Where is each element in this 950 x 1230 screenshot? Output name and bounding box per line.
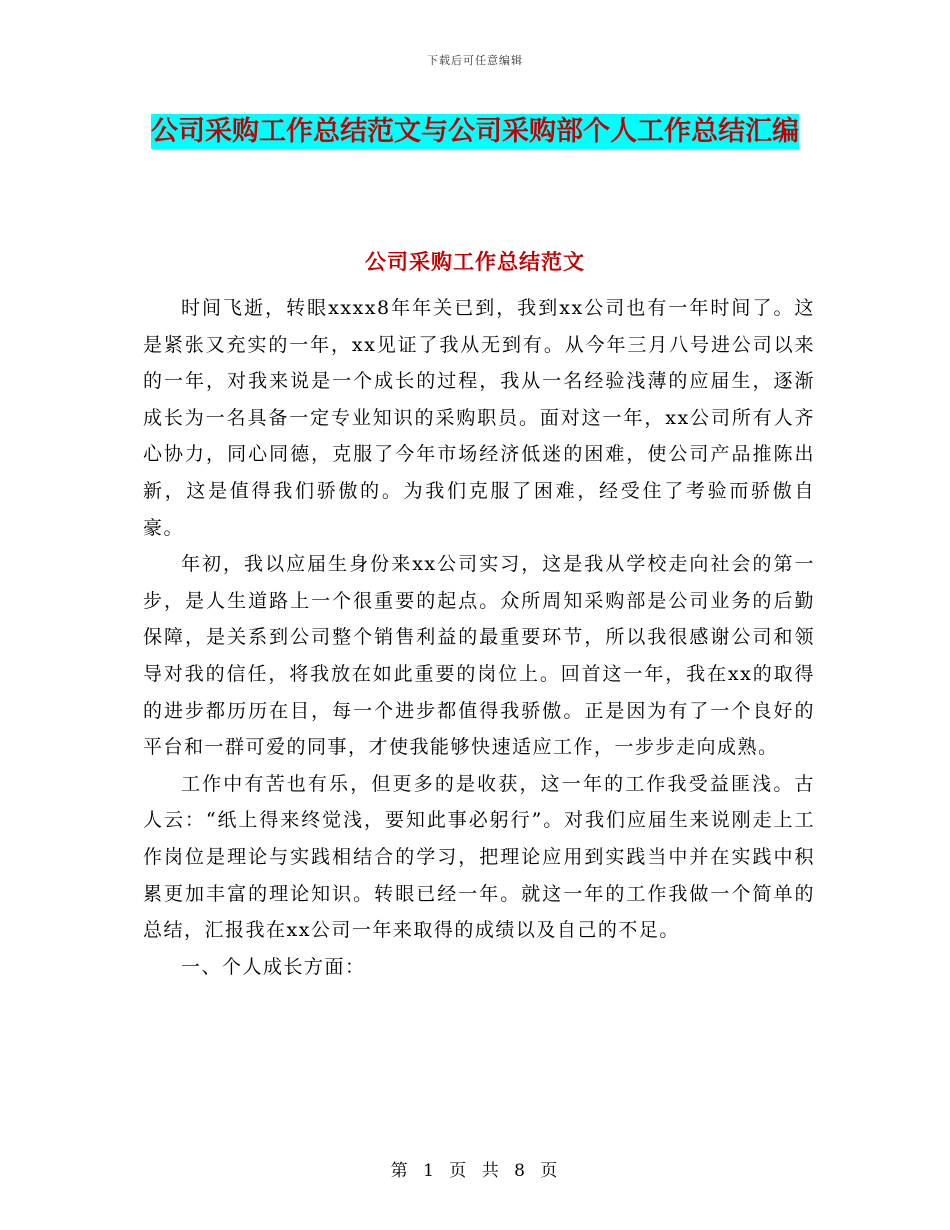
document-title bbox=[140, 108, 810, 156]
document-title-text: 公司采购工作总结范文与公司采购部个人工作总结汇编 bbox=[151, 116, 799, 147]
paragraph: 年初，我以应届生身份来xx公司实习，这是我从学校走向社会的第一步，是人生道路上一个很重要的起点。众所周知采购部是公司业务的后勤保障，是关系到公司整个销售利益的最重要环节，所以我很感谢公司和领导对我的信任，将我放在如此重要的岗位上。回首这一年，我在xx的取得的进步都历历在目，每一个进步都值得我骄傲。正是因为有了一个良好的平台和一群可爱的同事，才使我能够快速适应工作，一步步走向成熟。 bbox=[143, 553, 815, 759]
page-number: 第 1 页 共 8 页 bbox=[390, 1161, 560, 1181]
paragraph-heading: 一、个人成长方面： bbox=[181, 955, 366, 978]
document-body bbox=[143, 290, 815, 985]
paragraph: 时间飞逝，转眼xxxx8年年关已到，我到xx公司也有一年时间了。这是紧张又充实的一年，xx见证了我从无到有。从今年三月八号进公司以来的一年，对我来说是一个成长的过程，我从一名经验浅薄的应届生，逐渐成长为一名具备一定专业知识的采购职员。面对这一年，xx公司所有人齐心协力，同心同德，克服了今年市场经济低迷的困难，使公司产品推陈出新，这是值得我们骄傲的。为我们克服了困难，经受住了考验而骄傲自豪。 bbox=[143, 297, 815, 539]
section-title: 公司采购工作总结范文 bbox=[365, 250, 585, 274]
paragraph: 工作中有苦也有乐，但更多的是收获，这一年的工作我受益匪浅。古人云：“纸上得来终觉浅，要知此事必躬行”。对我们应届生来说刚走上工作岗位是理论与实践相结合的学习，把理论应用到实践当中并在实践中积累更加丰富的理论知识。转眼已经一年。就这一年的工作我做一个简单的总结，汇报我在xx公司一年来取得的成绩以及自己的不足。 bbox=[143, 772, 815, 942]
page-header-note: 下载后可任意编辑 bbox=[427, 54, 523, 67]
